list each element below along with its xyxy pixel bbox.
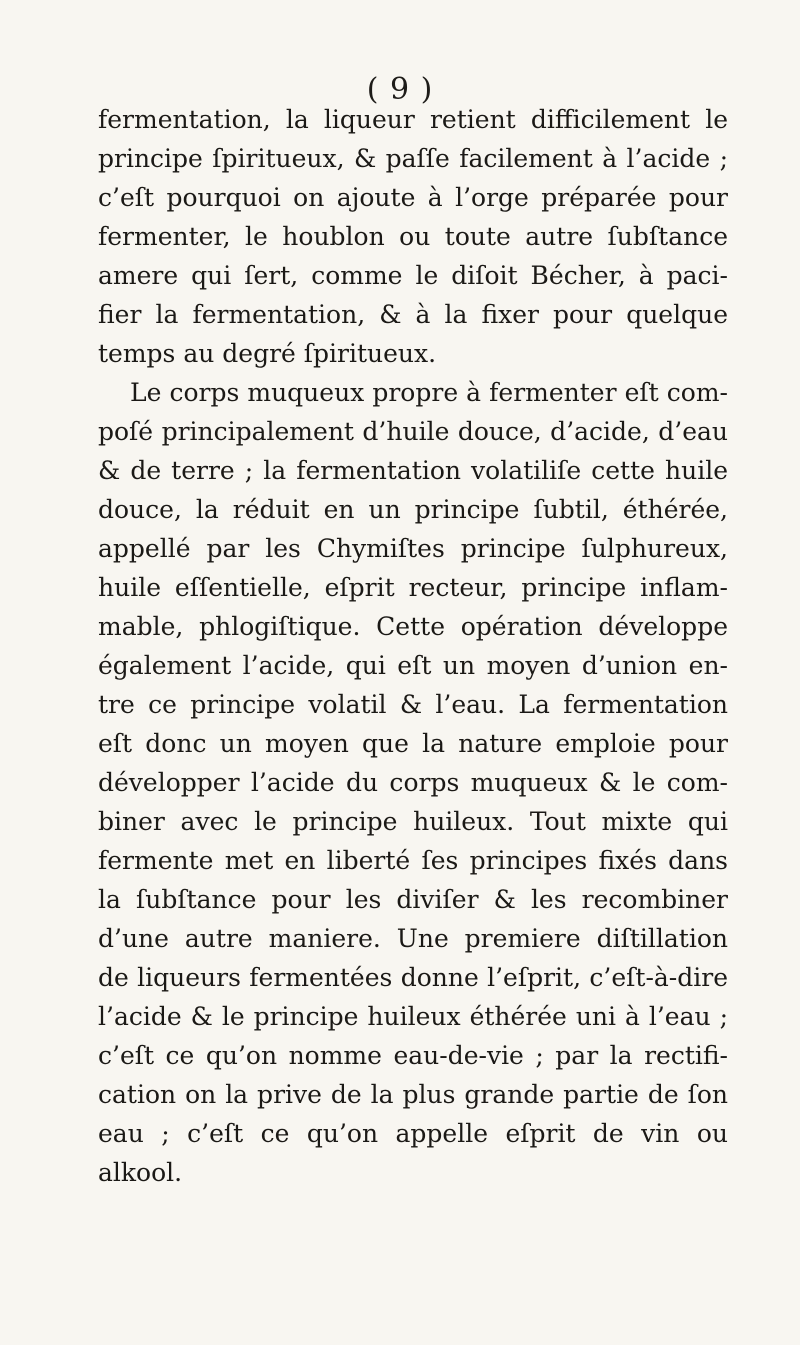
text-line: mable, phlogiſtique. Cette opération développe [98, 612, 728, 641]
text-line: fermenter, le houblon ou toute autre ſubſtance [98, 222, 728, 251]
text-line: cation on la prive de la plus grande partie de ſon [98, 1080, 728, 1109]
text-line: poſé principalement d’huile douce, d’acide, d’eau [98, 417, 728, 446]
text-line: l’acide & le principe huileux éthérée uni à l’eau ; [98, 1002, 728, 1031]
text-line: biner avec le principe huileux. Tout mixte qui [98, 807, 728, 836]
text-line: & de terre ; la fermentation volatiliſe cette huile [98, 456, 728, 485]
text-line: également l’acide, qui eſt un moyen d’union en- [98, 651, 728, 680]
text-line: c’eſt pourquoi on ajoute à l’orge préparée pour [98, 183, 728, 212]
text-line: eſt donc un moyen que la nature emploie pour [98, 729, 728, 758]
text-line: tre ce principe volatil & l’eau. La fermentation [98, 690, 728, 719]
body-text [98, 100, 728, 1192]
text-line: alkool. [98, 1158, 183, 1187]
text-line: c’eſt ce qu’on nomme eau-de-vie ; par la rectifi- [98, 1041, 728, 1070]
text-line: temps au degré ſpiritueux. [98, 339, 437, 368]
text-line: fier la fermentation, & à la fixer pour quelque [98, 300, 728, 329]
text-line: fermente met en liberté ſes principes fixés dans [98, 846, 728, 875]
text-line: douce, la réduit en un principe ſubtil, éthérée, [98, 495, 728, 524]
page-number: ( 9 ) [366, 72, 434, 107]
text-line: eau ; c’eſt ce qu’on appelle eſprit de vin ou [98, 1119, 728, 1148]
text-line: la ſubſtance pour les diviſer & les recombiner [98, 885, 728, 914]
text-line: développer l’acide du corps muqueux & le com- [98, 768, 728, 797]
text-line: d’une autre maniere. Une premiere diſtillation [98, 924, 728, 953]
text-line: amere qui ſert, comme le diſoit Bécher, à paci- [98, 261, 728, 290]
text-line: fermentation, la liqueur retient difficilement le [98, 105, 728, 134]
text-line: principe ſpiritueux, & paſſe facilement à l’acide ; [98, 144, 728, 173]
text-line: appellé par les Chymiſtes principe ſulphureux, [98, 534, 728, 563]
text-line: huile eſſentielle, eſprit recteur, principe inflam- [98, 573, 728, 602]
text-line: Le corps muqueux propre à fermenter eſt com- [130, 378, 728, 407]
text-line: de liqueurs fermentées donne l’eſprit, c’eſt-à-dire [98, 963, 728, 992]
